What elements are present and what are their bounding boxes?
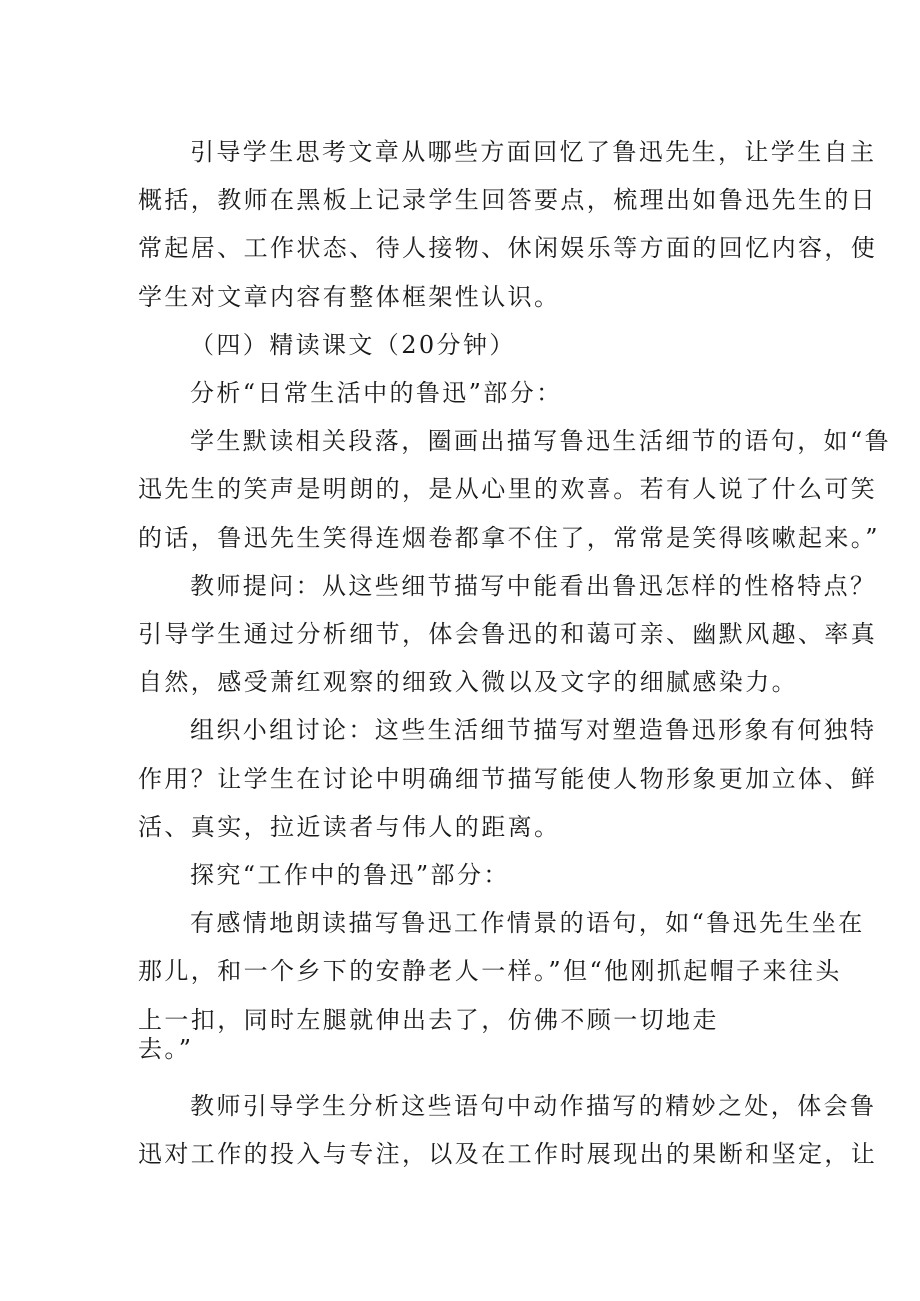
text-line-2: 概括，教师在黑板上记录学生回答要点，梳理出如鲁迅先生的日 — [138, 186, 878, 215]
text-line-10: 教师提问：从这些细节描写中能看出鲁迅怎样的性格特点？ — [190, 571, 877, 600]
section-heading: （四）精读课文（20分钟） — [190, 330, 516, 359]
text-line-21: 教师引导学生分析这些语句中动作描写的精妙之处，体会鲁 — [190, 1091, 877, 1120]
text-line-1: 引导学生思考文章从哪些方面回忆了鲁迅先生，让学生自主 — [190, 138, 877, 166]
text-line-14: 作用？让学生在讨论中明确细节描写能使人物形象更加立体、鲜 — [138, 764, 878, 793]
text-line-9: 的话，鲁迅先生笑得连烟卷都拿不住了，常常是笑得咳嗽起来。” — [138, 523, 880, 552]
text-line-8: 迅先生的笑声是明朗的，是从心里的欢喜。若有人说了什么可笑 — [138, 475, 878, 504]
subsection-heading-daily-life: 分析“日常生活中的鲁迅”部分： — [190, 379, 563, 408]
text-line-11: 引导学生通过分析细节，体会鲁迅的和蔼可亲、幽默风趣、率真 — [138, 620, 878, 649]
text-line-20: 去。” — [138, 1034, 194, 1063]
text-line-19: 上一扣，同时左腿就伸出去了，仿佛不顾一切地走 — [138, 1005, 719, 1034]
body-text — [138, 128, 892, 1178]
text-line-4: 学生对文章内容有整体框架性认识。 — [138, 282, 561, 311]
subsection-heading-work: 探究“工作中的鲁迅”部分： — [190, 861, 510, 890]
text-line-15: 活、真实，拉近读者与伟人的距离。 — [138, 812, 561, 841]
text-line-12: 自然，感受萧红观察的细致入微以及文字的细腻感染力。 — [138, 668, 798, 697]
text-line-18: 那儿，和一个乡下的安静老人一样。”但“他刚抓起帽子来往头 — [138, 957, 842, 986]
text-line-7: 学生默读相关段落，圈画出描写鲁迅生活细节的语句，如“鲁 — [190, 427, 892, 456]
text-line-22: 迅对工作的投入与专注，以及在工作时展现出的果断和坚定，让 — [138, 1140, 878, 1169]
text-line-3: 常起居、工作状态、待人接物、休闲娱乐等方面的回忆内容，使 — [138, 234, 878, 263]
text-line-17: 有感情地朗读描写鲁迅工作情景的语句，如“鲁迅先生坐在 — [190, 909, 865, 938]
text-line-13: 组织小组讨论：这些生活细节描写对塑造鲁迅形象有何独特 — [190, 716, 877, 745]
